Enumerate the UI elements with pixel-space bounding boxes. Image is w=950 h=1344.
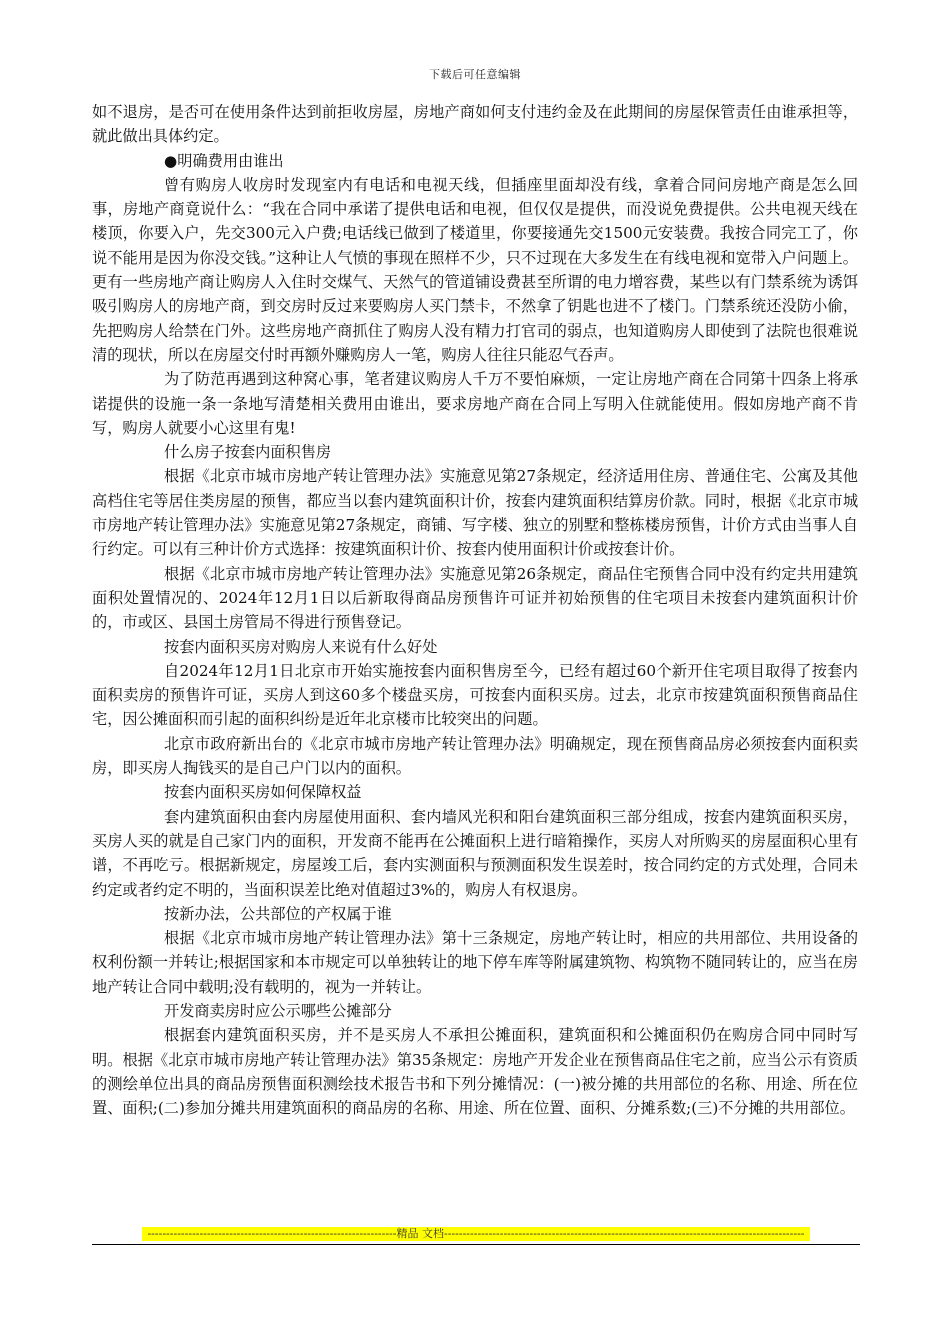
paragraph-continuation: 如不退房，是否可在使用条件达到前拒收房屋，房地产商如何支付违约金及在此期间的房屋保管责任由谁承担等，就此做出具体约定。: [92, 103, 858, 146]
footer-watermark-band: -------------------------------------------------------------------精品 文档-------------------------------------------------------------------------------------------------: [142, 1227, 810, 1241]
section-heading-protect-rights: 按套内面积买房如何保障权益: [164, 783, 362, 802]
section-heading-public-parts: 按新办法，公共部位的产权属于谁: [164, 904, 392, 923]
section-heading-disclosure: 开发商卖房时应公示哪些公摊部分: [164, 1001, 392, 1020]
paragraph-fees-advice: 为了防范再遇到这种窝心事，笔者建议购房人千万不要怕麻烦，一定让房地产商在合同第十四条上将承诺提供的设施一条一条地写清楚相关费用由谁出，要求房地产商在合同上写明入住就能使用。假如房地产商不肯写，购房人就要小心这里有鬼!: [92, 370, 858, 437]
section-heading-benefits: 按套内面积买房对购房人来说有什么好处: [164, 637, 438, 656]
paragraph-article-26: 根据《北京市城市房地产转让管理办法》实施意见第26条规定，商品住宅预售合同中没有约定共用建筑面积处置情况的、2024年12月1日以后新取得商品房预售许可证并初始预售的住宅项目未按套内建筑面积计价的，市或区、县国土房管局不得进行预售登记。: [92, 564, 858, 632]
paragraph-article-35: 根据套内建筑面积买房，并不是买房人不承担公摊面积，建筑面积和公摊面积仍在购房合同中同时写明。根据《北京市城市房地产转让管理办法》第35条规定：房地产开发企业在预售商品住宅之前，应当公示有资质的测绘单位出具的商品房预售面积测绘技术报告书和下列分摊情况：(一)被分摊的共用部位的名称、用途、所在位置、面积;(二)参加分摊共用建筑面积的商品房的名称、用途、所在位置、面积、分摊系数;(三)不分摊的共用部位。: [92, 1026, 858, 1118]
paragraph-article-13: 根据《北京市城市房地产转让管理办法》第十三条规定，房地产转让时，相应的共用部位、共用设备的权利份额一并转让;根据国家和本市规定可以单独转让的地下停车库等附属建筑物、构筑物不随同转让的，应当在房地产转让合同中载明;没有载明的，视为一并转让。: [92, 929, 858, 996]
paragraph-new-rules: 北京市政府新出台的《北京市城市房地产转让管理办法》明确规定，现在预售商品房必须按套内面积卖房，即买房人掏钱买的是自己户门以内的面积。: [92, 734, 858, 778]
paragraph-benefits: 自2024年12月1日北京市开始实施按套内面积售房至今，已经有超过60个新开住宅项目取得了按套内面积卖房的预售许可证，买房人到这60多个楼盘买房，可按套内面积买房。过去，北京市按建筑面积预售商品住宅，因公摊面积而引起的面积纠纷是近年北京楼市比较突出的问题。: [92, 661, 858, 729]
paragraph-article-27: 根据《北京市城市房地产转让管理办法》实施意见第27条规定，经济适用住房、普通住宅、公寓及其他高档住宅等居住类房屋的预售，都应当以套内建筑面积计价，按套内建筑面积结算房价款。同时，根据《北京市城市房地产转让管理办法》实施意见第27条规定，商铺、写字楼、独立的别墅和整栋楼房预售，计价方式由当事人自行约定。可以有三种计价方式选择：按建筑面积计价、按套内使用面积计价或按套计价。: [92, 467, 858, 559]
footer-divider: [92, 1244, 860, 1245]
page-header-note: 下载后可任意编辑: [429, 68, 521, 81]
document-body: [92, 100, 858, 1120]
section-heading-which-houses: 什么房子按套内面积售房: [164, 443, 332, 462]
paragraph-protect-rights: 套内建筑面积由套内房屋使用面积、套内墙风光积和阳台建筑面积三部分组成，按套内建筑面积买房，买房人买的就是自己家门内的面积，开发商不能再在公摊面积上进行暗箱操作，买房人对所购买的房屋面积心里有谱，不再吃亏。根据新规定，房屋竣工后，套内实测面积与预测面积发生误差时，按合同约定的方式处理，合同未约定或者约定不明的，当面积误差比绝对值超过3%的，购房人有权退房。: [92, 807, 858, 899]
section-heading-fees: ●明确费用由谁出: [164, 151, 284, 170]
paragraph-fees-example: 曾有购房人收房时发现室内有电话和电视天线，但插座里面却没有线，拿着合同问房地产商是怎么回事，房地产商竟说什么：“我在合同中承诺了提供电话和电视，但仅仅是提供，而没说免费提供。公共电视天线在楼顶，你要入户，先交300元入户费;电话线已做到了楼道里，你要接通先交1500元安装费。我按合同完工了，你说不能用是因为你没交钱。”这种让人气愤的事现在照样不少，只不过现在大多发生在有线电视和宽带入户问题上。更有一些房地产商让购房人入住时交煤气、天然气的管道铺设费甚至所谓的电力增容费，某些以有门禁系统为诱饵吸引购房人的房地产商，到交房时反过来要购房人买门禁卡，不然拿了钥匙也进不了楼门。门禁系统还没防小偷，先把购房人给禁在门外。这些房地产商抓住了购房人没有精力打官司的弱点，也知道购房人即使到了法院也很难说清的现状，所以在房屋交付时再额外赚购房人一笔，购房人往往只能忍气吞声。: [92, 175, 858, 364]
